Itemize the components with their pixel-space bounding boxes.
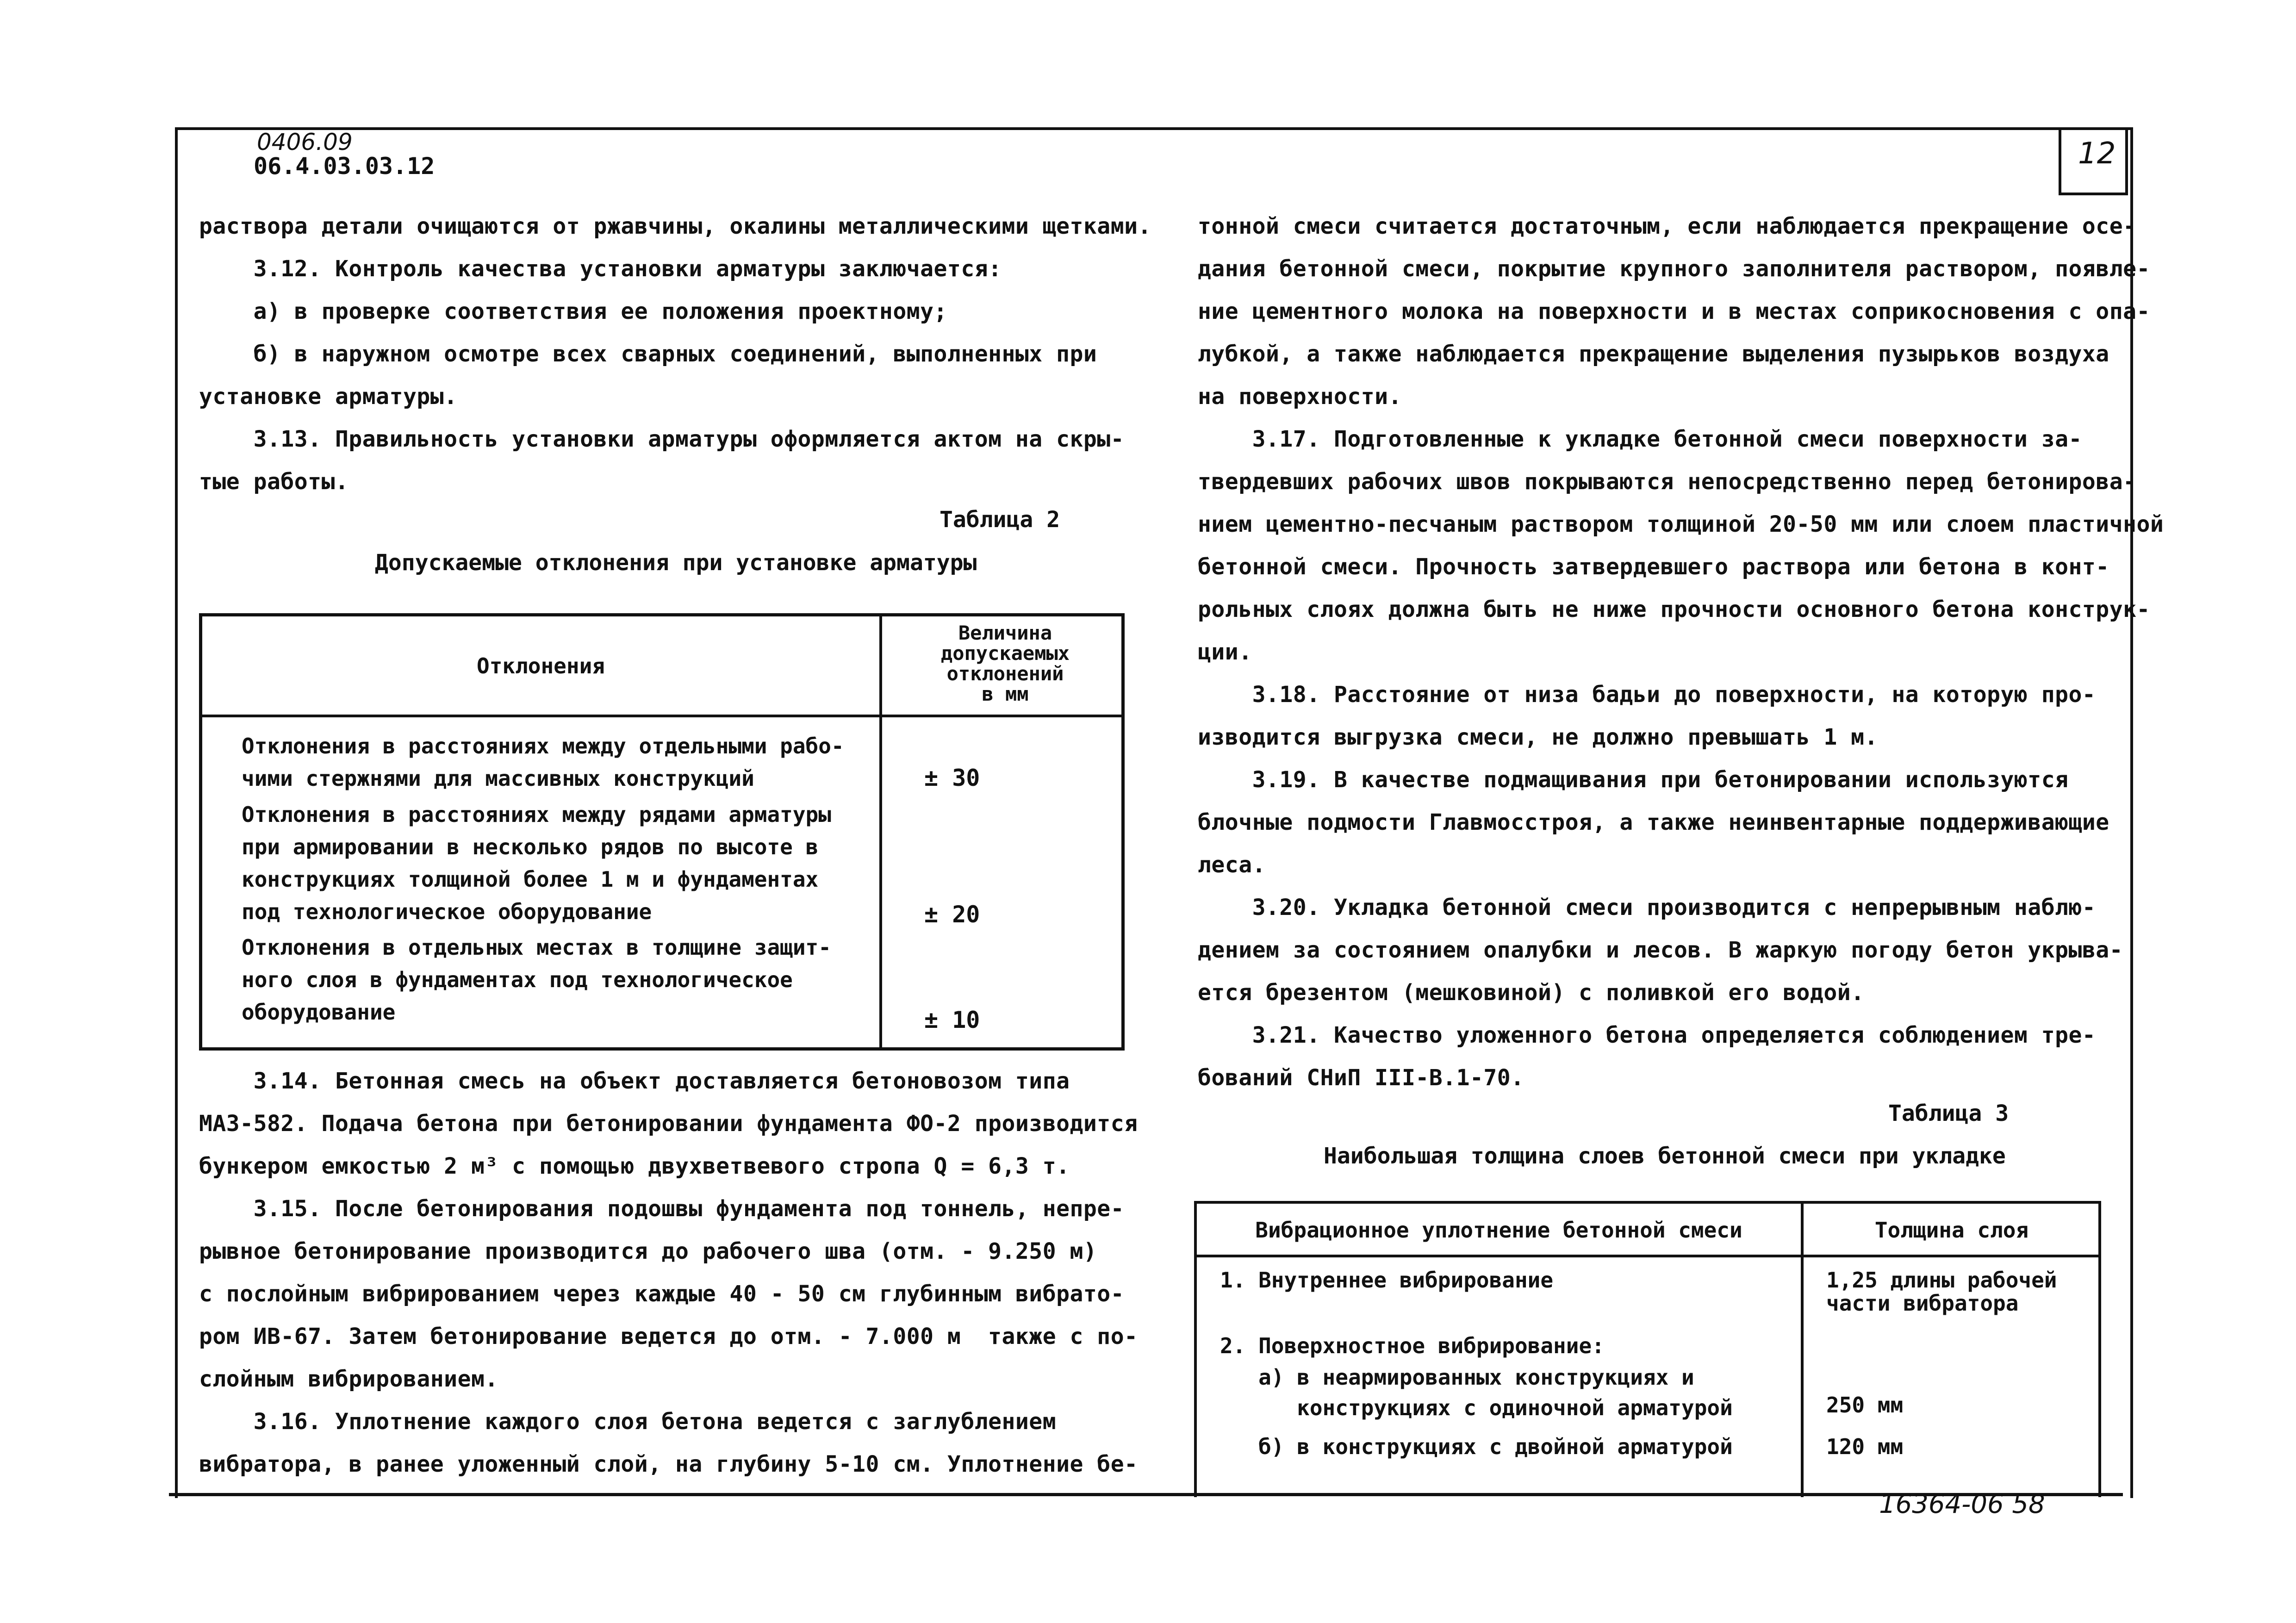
- text-line: на поверхности.: [1198, 384, 1402, 410]
- table3-value: 1,25 длины рабочей части вибратора: [1826, 1268, 2057, 1316]
- table3-item: б) в конструкциях с двойной арматурой: [1220, 1434, 1733, 1459]
- text-line: слойным вибрированием.: [199, 1366, 498, 1392]
- text-line: установке арматуры.: [199, 384, 458, 410]
- text-line: тонной смеси считается достаточным, если наблюдается прекращение осе-: [1198, 213, 2137, 239]
- handwritten-code: 0406.09: [257, 129, 353, 155]
- table3-item: а) в неармированных конструкциях и конструкциях с одиночной арматурой: [1258, 1365, 1733, 1420]
- text-line: 3.15. После бетонирования подошвы фундамента под тоннель, непре-: [199, 1196, 1125, 1222]
- document-code: 06.4.03.03.12: [254, 153, 435, 180]
- text-line: бетонной смеси. Прочность затвердевшего раствора или бетона в конт-: [1198, 554, 2109, 580]
- table2-row-value: ± 20: [924, 901, 980, 928]
- text-line: ние цементного молока на поверхности и в местах соприкосновения с опа-: [1198, 298, 2150, 324]
- table3-title: Наибольшая толщина слоев бетонной смеси при укладке: [1324, 1143, 2006, 1169]
- text-line: ции.: [1198, 639, 1252, 665]
- text-line: 3.17. Подготовленные к укладке бетонной смеси поверхности за-: [1198, 426, 2082, 452]
- table2-row-value: ± 10: [924, 1007, 980, 1033]
- text-line: рывное бетонирование производится до рабочего шва (отм. - 9.250 м): [199, 1238, 1097, 1264]
- table-divider: [1801, 1204, 1804, 1497]
- table3: [1194, 1201, 2101, 1497]
- table-divider: [879, 616, 882, 1047]
- table3-header-thickness: Толщина слоя: [1874, 1218, 2029, 1243]
- text-line: твердевших рабочих швов покрываются непосредственно перед бетонирова-: [1198, 469, 2137, 495]
- text-line: ром ИВ-67. Затем бетонирование ведется до отм. - 7.000 м также с по-: [199, 1324, 1138, 1349]
- text-line: 3.20. Укладка бетонной смеси производится с непрерывным наблю-: [1198, 895, 2096, 920]
- table2-label: Таблица 2: [940, 507, 1060, 533]
- text-line: с послойным вибрированием через каждые 40 - 50 см глубинным вибрато-: [199, 1281, 1125, 1307]
- left-column: [199, 205, 1151, 503]
- left-column-continued: [199, 1060, 1143, 1486]
- table2-row-text: Отклонения в расстояниях между рядами арматуры при армировании в несколько рядов по высоте в конструкциях толщиной более 1 м и фундаментах под технологическое оборудование: [242, 802, 831, 924]
- table2-row-text: Отклонения в расстояниях между отдельными рабо- чими стержнями для массивных конструкций: [242, 734, 844, 791]
- table3-value: 120 мм: [1826, 1434, 1904, 1459]
- text-line: 3.19. В качестве подмащивания при бетонировании используются: [1198, 767, 2069, 793]
- table3-value: 250 мм: [1826, 1393, 1904, 1418]
- text-line: 3.21. Качество уложенного бетона определяется соблюдением тре-: [1198, 1022, 2096, 1048]
- text-line: вибратора, в ранее уложенный слой, на глубину 5-10 см. Уплотнение бе-: [199, 1451, 1138, 1477]
- table-divider: [202, 715, 1121, 717]
- table3-label: Таблица 3: [1888, 1101, 2009, 1126]
- text-line: 3.16. Уплотнение каждого слоя бетона ведется с заглублением: [199, 1409, 1057, 1435]
- text-line: раствора детали очищаются от ржавчины, окалины металлическими щетками.: [199, 213, 1151, 239]
- table3-item: 1. Внутреннее вибрирование: [1220, 1268, 1554, 1293]
- text-line: леса.: [1198, 852, 1266, 878]
- text-line: 3.13. Правильность установки арматуры оформляется актом на скры-: [199, 426, 1125, 452]
- text-line: изводится выгрузка смеси, не должно превышать 1 м.: [1198, 724, 1878, 750]
- table2-header-tolerance: Величина допускаемых отклонений в мм: [940, 622, 1070, 705]
- text-line: а) в проверке соответствия ее положения проектному;: [199, 298, 947, 324]
- text-line: бункером емкостью 2 м³ с помощью двухветвевого стропа Q = 6,3 т.: [199, 1153, 1070, 1179]
- text-line: рольных слоях должна быть не ниже прочности основного бетона конструк-: [1198, 597, 2150, 622]
- table2-row-text: Отклонения в отдельных местах в толщине защит- ного слоя в фундаментах под технологическое оборудование: [242, 935, 831, 1025]
- text-line: дением за состоянием опалубки и лесов. В жаркую погоду бетон укрыва-: [1198, 937, 2123, 963]
- right-column: [1198, 205, 2164, 1099]
- text-line: бований СНиП III-В.1-70.: [1198, 1065, 1524, 1091]
- page-number: 12: [2078, 137, 2116, 171]
- text-line: б) в наружном осмотре всех сварных соединений, выполненных при: [199, 341, 1097, 367]
- text-line: нием цементно-песчаным раствором толщиной 20-50 мм или слоем пластичной: [1198, 511, 2164, 537]
- text-line: 3.14. Бетонная смесь на объект доставляется бетоновозом типа: [199, 1068, 1070, 1094]
- archive-stamp: 16364-06 58: [1879, 1489, 2045, 1519]
- table2-header-deviations: Отклонения: [477, 653, 605, 678]
- table-divider: [1197, 1255, 2098, 1257]
- table3-item: 2. Поверхностное вибрирование:: [1220, 1333, 1605, 1358]
- text-line: блочные подмости Главмосстроя, а также неинвентарные поддерживающие: [1198, 809, 2109, 835]
- text-line: лубкой, а также наблюдается прекращение выделения пузырьков воздуха: [1198, 341, 2109, 367]
- text-line: дания бетонной смеси, покрытие крупного заполнителя раствором, появле-: [1198, 256, 2150, 282]
- text-line: МАЗ-582. Подача бетона при бетонировании фундамента ФО-2 производится: [199, 1111, 1138, 1137]
- text-line: 3.12. Контроль качества установки арматуры заключается:: [199, 256, 1002, 282]
- text-line: 3.18. Расстояние от низа бадьи до поверхности, на которую про-: [1198, 682, 2096, 708]
- text-line: тые работы.: [199, 469, 349, 495]
- table2-title: Допускаемые отклонения при установке арматуры: [375, 550, 977, 576]
- table2: [199, 613, 1125, 1051]
- table3-header-compaction: Вибрационное уплотнение бетонной смеси: [1255, 1218, 1742, 1243]
- table2-row-value: ± 30: [924, 765, 980, 791]
- text-line: ется брезентом (мешковиной) с поливкой его водой.: [1198, 980, 1865, 1006]
